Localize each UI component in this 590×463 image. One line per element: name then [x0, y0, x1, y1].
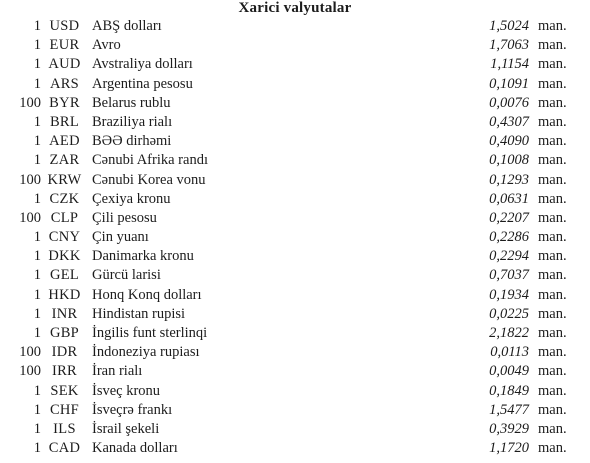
currency-code: CNY	[48, 229, 81, 246]
exchange-rate: 0,1934	[489, 286, 529, 303]
currency-row	[0, 343, 590, 362]
currency-row	[0, 382, 590, 401]
currency-amount: 1	[33, 401, 41, 418]
currency-name: Cənubi Korea vonu	[92, 171, 206, 188]
currency-amount: 1	[33, 325, 41, 341]
currency-amount: 1	[33, 56, 41, 73]
exchange-rate: 0,4307	[489, 113, 529, 130]
currency-unit: man.	[538, 286, 567, 303]
currency-amount: 1	[33, 440, 41, 457]
currency-amount: 1	[33, 190, 41, 207]
currency-code: GEL	[49, 267, 80, 284]
currency-code: CHF	[49, 401, 80, 418]
currency-amount: 1	[33, 305, 41, 322]
currency-name: Braziliya rialı	[92, 113, 173, 130]
currency-name: İngilis funt sterlinqi	[92, 325, 208, 341]
exchange-rate: 1,1720	[489, 440, 529, 457]
currency-row	[0, 305, 590, 324]
currency-row	[0, 75, 590, 94]
currency-amount: 1	[33, 248, 41, 265]
currency-unit: man.	[538, 248, 567, 265]
currency-unit: man.	[538, 363, 567, 380]
currency-amount: 1	[33, 267, 41, 284]
currency-unit: man.	[538, 171, 567, 188]
currency-name: Argentina pesosu	[92, 75, 193, 92]
exchange-rate: 2,1822	[489, 325, 529, 341]
currency-amount: 1	[33, 37, 41, 54]
currency-amount: 1	[33, 152, 41, 169]
currency-name: Belarus rublu	[92, 94, 171, 111]
exchange-rate: 1,5477	[489, 401, 529, 418]
currency-unit: man.	[538, 305, 567, 322]
exchange-rate: 0,2294	[489, 248, 529, 265]
currency-row	[0, 55, 590, 74]
currency-row	[0, 36, 590, 55]
currency-name: İran rialı	[92, 363, 143, 380]
currency-name: Avstraliya dolları	[92, 56, 193, 73]
currency-code: AUD	[48, 56, 81, 73]
currency-unit: man.	[538, 37, 567, 54]
exchange-rate: 0,2207	[489, 209, 529, 226]
currency-unit: man.	[538, 229, 567, 246]
currency-amount: 1	[33, 18, 41, 34]
exchange-rate: 0,1849	[489, 382, 529, 399]
currency-amount: 1	[33, 113, 41, 130]
currency-row	[0, 420, 590, 439]
currency-code: USD	[49, 18, 80, 34]
currency-code: BRL	[49, 113, 80, 130]
currency-unit: man.	[538, 190, 567, 207]
currency-row	[0, 362, 590, 381]
currency-code: ILS	[53, 420, 76, 437]
currency-unit: man.	[538, 94, 567, 111]
currency-unit: man.	[538, 267, 567, 284]
currency-row	[0, 324, 590, 343]
currency-row	[0, 439, 590, 458]
currency-name: Çexiya kronu	[92, 190, 171, 207]
currency-row	[0, 247, 590, 266]
currency-code: ZAR	[49, 152, 80, 169]
exchange-rate: 0,7037	[489, 267, 529, 284]
currency-code: CLP	[50, 209, 79, 226]
currency-amount: 1	[33, 75, 41, 92]
exchange-rate: 0,0076	[489, 94, 529, 111]
currency-unit: man.	[538, 382, 567, 399]
currency-code: KRW	[47, 171, 82, 188]
currency-name: Çin yuanı	[92, 229, 149, 246]
currency-code: AED	[49, 133, 80, 150]
currency-amount: 100	[19, 171, 41, 188]
exchange-rate: 0,1091	[489, 75, 529, 92]
currency-code: GBP	[49, 325, 80, 341]
currency-unit: man.	[538, 209, 567, 226]
currency-unit: man.	[538, 344, 567, 361]
currency-row	[0, 151, 590, 170]
exchange-rate: 0,0049	[489, 363, 529, 380]
currency-row	[0, 209, 590, 228]
exchange-rate: 1,7063	[489, 37, 529, 54]
currency-amount: 1	[33, 382, 41, 399]
currency-amount: 1	[33, 229, 41, 246]
currency-code: HKD	[48, 286, 81, 303]
currency-name: Çili pesosu	[92, 209, 157, 226]
currency-amount: 1	[33, 286, 41, 303]
currency-rates-list	[0, 17, 590, 458]
currency-row	[0, 190, 590, 209]
exchange-rate: 0,0631	[489, 190, 529, 207]
exchange-rate: 0,1293	[489, 171, 529, 188]
currency-name: Cənubi Afrika randı	[92, 152, 208, 169]
currency-unit: man.	[538, 152, 567, 169]
currency-code: ARS	[49, 75, 80, 92]
currency-name: Gürcü larisi	[92, 267, 161, 284]
currency-name: Avro	[92, 37, 121, 54]
currency-amount: 100	[19, 94, 41, 111]
currency-name: İsveçrə frankı	[92, 401, 173, 418]
currency-unit: man.	[538, 18, 567, 34]
currency-row	[0, 266, 590, 285]
exchange-rate: 0,4090	[489, 133, 529, 150]
currency-row	[0, 94, 590, 113]
currency-unit: man.	[538, 75, 567, 92]
currency-code: DKK	[48, 248, 81, 265]
currency-name: Danimarka kronu	[92, 248, 194, 265]
currency-unit: man.	[538, 401, 567, 418]
currency-row	[0, 171, 590, 190]
exchange-rate: 0,3929	[489, 420, 529, 437]
currency-code: INR	[51, 305, 78, 322]
currency-name: İsrail şekeli	[92, 420, 160, 437]
currency-unit: man.	[538, 325, 567, 341]
currency-row	[0, 132, 590, 151]
exchange-rate: 0,0113	[490, 344, 529, 361]
exchange-rate: 1,5024	[489, 18, 529, 34]
currency-unit: man.	[538, 56, 567, 73]
currency-amount: 100	[19, 363, 41, 380]
currency-amount: 1	[33, 420, 41, 437]
currency-row	[0, 286, 590, 305]
currency-row	[0, 401, 590, 420]
currency-code: SEK	[50, 382, 79, 399]
exchange-rate: 0,2286	[489, 229, 529, 246]
currency-code: CAD	[48, 440, 81, 457]
currency-amount: 1	[33, 133, 41, 150]
currency-row	[0, 228, 590, 247]
currency-unit: man.	[538, 440, 567, 457]
currency-name: Honq Konq dolları	[92, 286, 202, 303]
currency-name: BƏƏ dirhəmi	[92, 133, 172, 150]
currency-name: İsveç kronu	[92, 382, 161, 399]
exchange-rate: 0,0225	[489, 305, 529, 322]
currency-code: IRR	[51, 363, 78, 380]
currency-name: Kanada dolları	[92, 440, 178, 457]
currency-unit: man.	[538, 420, 567, 437]
exchange-rate: 0,1008	[489, 152, 529, 169]
currency-row	[0, 17, 590, 36]
currency-code: IDR	[51, 344, 78, 361]
page-title: Xarici valyutalar	[238, 0, 352, 16]
currency-name: Hindistan rupisi	[92, 305, 186, 322]
currency-unit: man.	[538, 113, 567, 130]
currency-name: İndoneziya rupiası	[92, 344, 200, 361]
currency-amount: 100	[19, 344, 41, 361]
currency-code: BYR	[49, 94, 80, 111]
currency-code: EUR	[49, 37, 80, 54]
currency-code: CZK	[49, 190, 80, 207]
currency-amount: 100	[19, 209, 41, 226]
currency-row	[0, 113, 590, 132]
exchange-rate: 1,1154	[490, 56, 529, 73]
currency-unit: man.	[538, 133, 567, 150]
currency-name: ABŞ dolları	[92, 18, 162, 34]
